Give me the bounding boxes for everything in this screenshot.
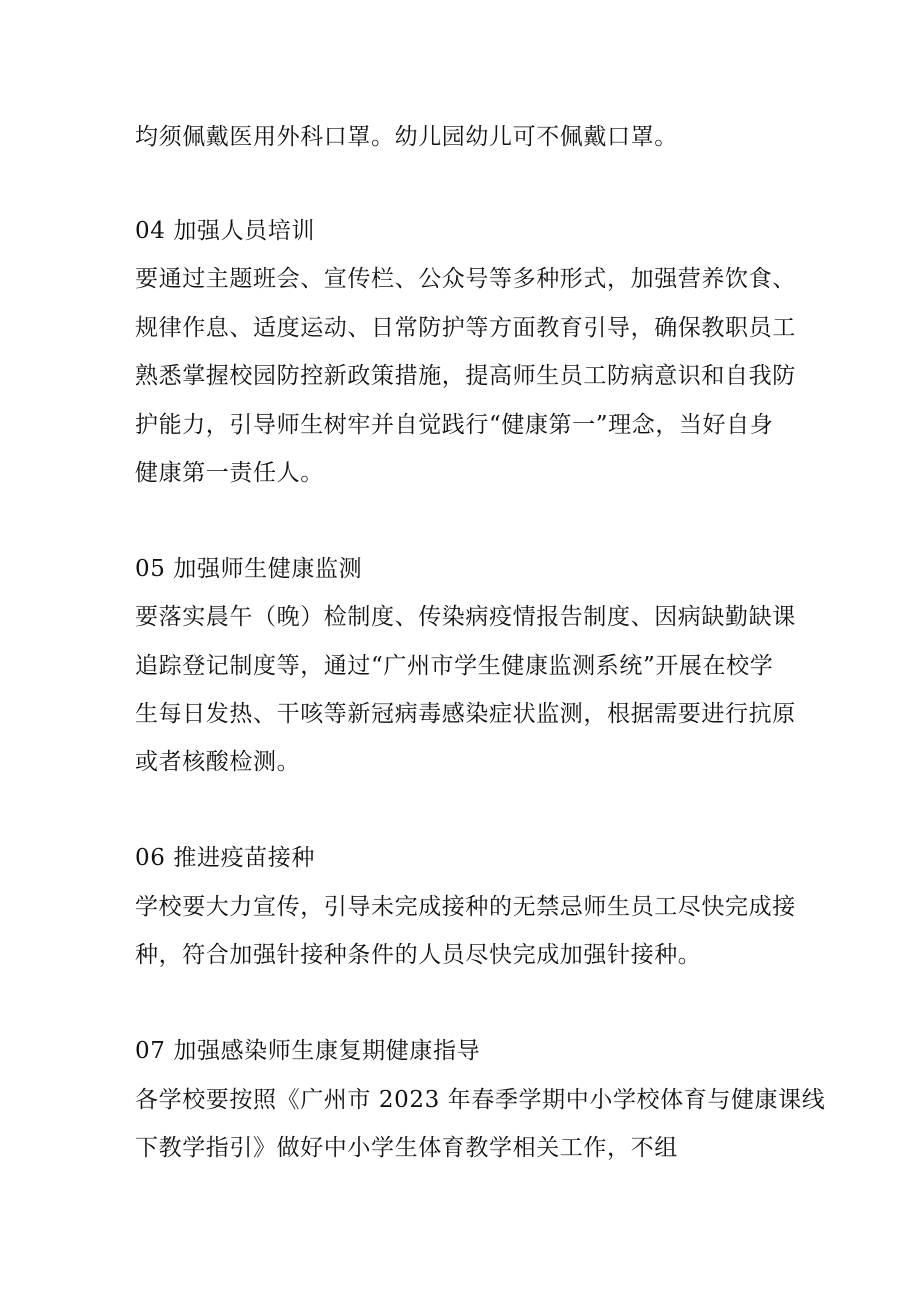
section-heading-06: 06 推进疫苗接种 <box>135 845 315 871</box>
intro-line: 均须佩戴医用外科口罩。幼儿园幼儿可不佩戴口罩。 <box>135 124 678 150</box>
paragraph-line: 追踪登记制度等，通过“广州市学生健康监测系统”开展在校学 <box>135 653 774 679</box>
paragraph-line: 规律作息、适度运动、日常防护等方面教育引导，确保教职员工 <box>135 315 796 341</box>
paragraph-line: 生每日发热、干咳等新冠病毒感染症状监测，根据需要进行抗原 <box>135 701 796 727</box>
paragraph-line: 各学校要按照《广州市 2023 年春季学期中小学校体育与健康课线 <box>135 1087 826 1113</box>
section-heading-04: 04 加强人员培训 <box>135 218 315 244</box>
section-heading-05: 05 加强师生健康监测 <box>135 556 363 582</box>
paragraph-line: 熟悉掌握校园防控新政策措施，提高师生员工防病意识和自我防 <box>135 363 796 389</box>
paragraph-line: 要落实晨午（晚）检制度、传染病疫情报告制度、因病缺勤缺课 <box>135 604 796 630</box>
paragraph-line: 要通过主题班会、宣传栏、公众号等多种形式，加强营养饮食、 <box>135 266 796 292</box>
paragraph-line: 健康第一责任人。 <box>135 460 324 486</box>
section-heading-07: 07 加强感染师生康复期健康指导 <box>135 1038 481 1064</box>
paragraph-line: 学校要大力宣传，引导未完成接种的无禁忌师生员工尽快完成接 <box>135 894 796 920</box>
paragraph-line: 或者核酸检测。 <box>135 749 301 775</box>
paragraph-line: 护能力，引导师生树牢并自觉践行“健康第一”理念，当好自身 <box>135 412 774 438</box>
paragraph-line: 下教学指引》做好中小学生体育教学相关工作，不组 <box>135 1135 678 1161</box>
paragraph-line: 种，符合加强针接种条件的人员尽快完成加强针接种。 <box>135 942 702 968</box>
